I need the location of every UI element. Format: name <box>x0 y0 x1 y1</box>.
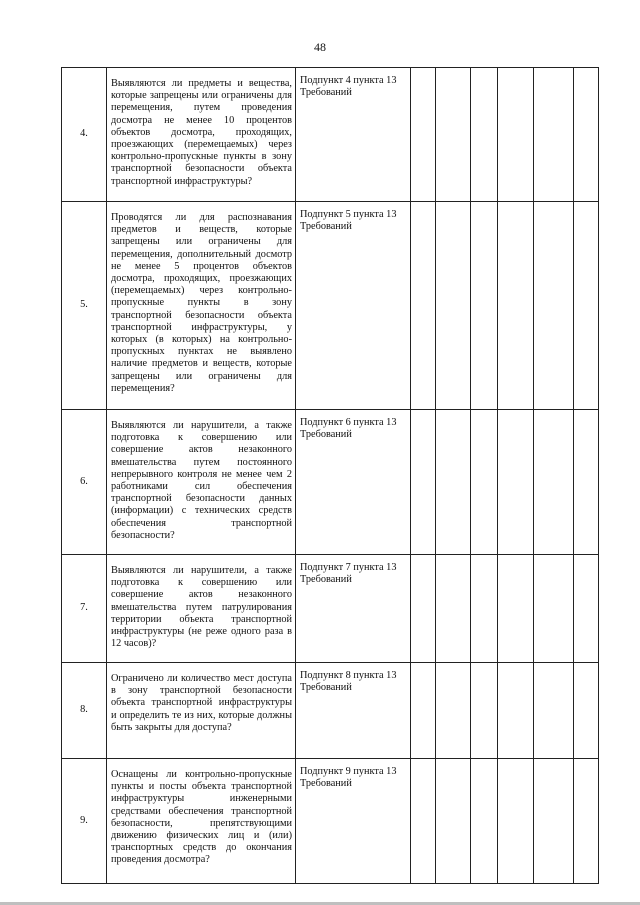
answer-cell[interactable] <box>411 555 436 663</box>
row-number: 9. <box>62 759 107 884</box>
row-number: 7. <box>62 555 107 663</box>
answer-cell[interactable] <box>471 759 498 884</box>
answer-cell[interactable] <box>534 202 574 410</box>
answer-cell[interactable] <box>471 555 498 663</box>
answer-cell[interactable] <box>574 410 599 555</box>
answer-cell[interactable] <box>534 555 574 663</box>
answer-cell[interactable] <box>471 410 498 555</box>
answer-cell[interactable] <box>411 68 436 202</box>
table-row <box>62 663 599 759</box>
answer-cell[interactable] <box>411 410 436 555</box>
question-text: Выявляются ли предметы и вещества, которые запрещены или ограничены для перемещения, путем проведения досмотра не менее 10 процентов объектов досмотра, проходящих, проезжающих (перемещаемых) через контрольно-пропускные пункты в зону транспортной безопасности объекта транспортной инфраструктуры? <box>111 78 292 187</box>
answer-cell[interactable] <box>534 663 574 759</box>
question-text: Оснащены ли контрольно-пропускные пункты и посты объекта транспортной инфраструктуры инженерными средствами обеспечения транспортной безопасности, препятствующими движению физических лиц и (или) транспортных средств до окончания проведения досмотра? <box>111 769 292 866</box>
question-text: Выявляются ли нарушители, а также подготовка к совершению или совершение актов незаконного вмешательства путем патрулирования территории объекта транспортной инфраструктуры (не реже одного раза в 12 часов)? <box>111 565 292 650</box>
answer-cell[interactable] <box>574 663 599 759</box>
answer-cell[interactable] <box>471 663 498 759</box>
question-cell <box>107 410 296 555</box>
answer-cell[interactable] <box>471 202 498 410</box>
question-cell <box>107 663 296 759</box>
answer-cell[interactable] <box>498 759 534 884</box>
answer-cell[interactable] <box>574 202 599 410</box>
answer-cell[interactable] <box>471 68 498 202</box>
question-text: Выявляются ли нарушители, а также подготовка к совершению или совершение актов незаконного вмешательства путем постоянного непрерывного контроля не менее чем 2 работниками сил обеспечения транспортной безопасности данных (информации) с технических средств обеспечения транспортной безопасности? <box>111 420 292 541</box>
answer-cell[interactable] <box>498 555 534 663</box>
answer-cell[interactable] <box>498 202 534 410</box>
answer-cell[interactable] <box>534 410 574 555</box>
reference-cell: Подпункт 4 пункта 13 Требований <box>296 68 411 202</box>
question-cell <box>107 555 296 663</box>
answer-cell[interactable] <box>534 68 574 202</box>
row-number: 4. <box>62 68 107 202</box>
table-row <box>62 555 599 663</box>
answer-cell[interactable] <box>411 663 436 759</box>
reference-cell: Подпункт 8 пункта 13 Требований <box>296 663 411 759</box>
answer-cell[interactable] <box>534 759 574 884</box>
answer-cell[interactable] <box>574 68 599 202</box>
answer-cell[interactable] <box>498 410 534 555</box>
table-row <box>62 759 599 884</box>
question-text: Проводятся ли для распознавания предметов и веществ, которые запрещены или ограничены для перемещения, дополнительный досмотр не менее 5 процентов объектов досмотра, проходящих, проезжающих (перемещаемых) через контрольно-пропускные пункты в зону транспортной безопасности объекта транспортной инфраструктуры, у которых (в которых) на контрольно-пропускных пунктах не выявлено наличие предметов и веществ, которые запрещены или ограничены для перемещения? <box>111 212 292 394</box>
checklist-table <box>61 67 599 884</box>
reference-cell: Подпункт 5 пункта 13 Требований <box>296 202 411 410</box>
row-number: 6. <box>62 410 107 555</box>
question-text: Ограничено ли количество мест доступа в зону транспортной безопасности объекта транспортной инфраструктуры и определить те из них, которые должны быть закрыты для доступа? <box>111 673 292 733</box>
table-row <box>62 410 599 555</box>
answer-cell[interactable] <box>436 202 471 410</box>
answer-cell[interactable] <box>498 663 534 759</box>
answer-cell[interactable] <box>436 555 471 663</box>
answer-cell[interactable] <box>574 555 599 663</box>
answer-cell[interactable] <box>436 68 471 202</box>
answer-cell[interactable] <box>574 759 599 884</box>
question-cell <box>107 202 296 410</box>
answer-cell[interactable] <box>498 68 534 202</box>
page-number: 48 <box>314 40 326 54</box>
answer-cell[interactable] <box>411 202 436 410</box>
row-number: 5. <box>62 202 107 410</box>
reference-cell: Подпункт 9 пункта 13 Требований <box>296 759 411 884</box>
question-cell <box>107 68 296 202</box>
table-row <box>62 202 599 410</box>
reference-cell: Подпункт 6 пункта 13 Требований <box>296 410 411 555</box>
answer-cell[interactable] <box>436 759 471 884</box>
reference-cell: Подпункт 7 пункта 13 Требований <box>296 555 411 663</box>
table-row <box>62 68 599 202</box>
question-cell <box>107 759 296 884</box>
answer-cell[interactable] <box>411 759 436 884</box>
answer-cell[interactable] <box>436 663 471 759</box>
answer-cell[interactable] <box>436 410 471 555</box>
row-number: 8. <box>62 663 107 759</box>
